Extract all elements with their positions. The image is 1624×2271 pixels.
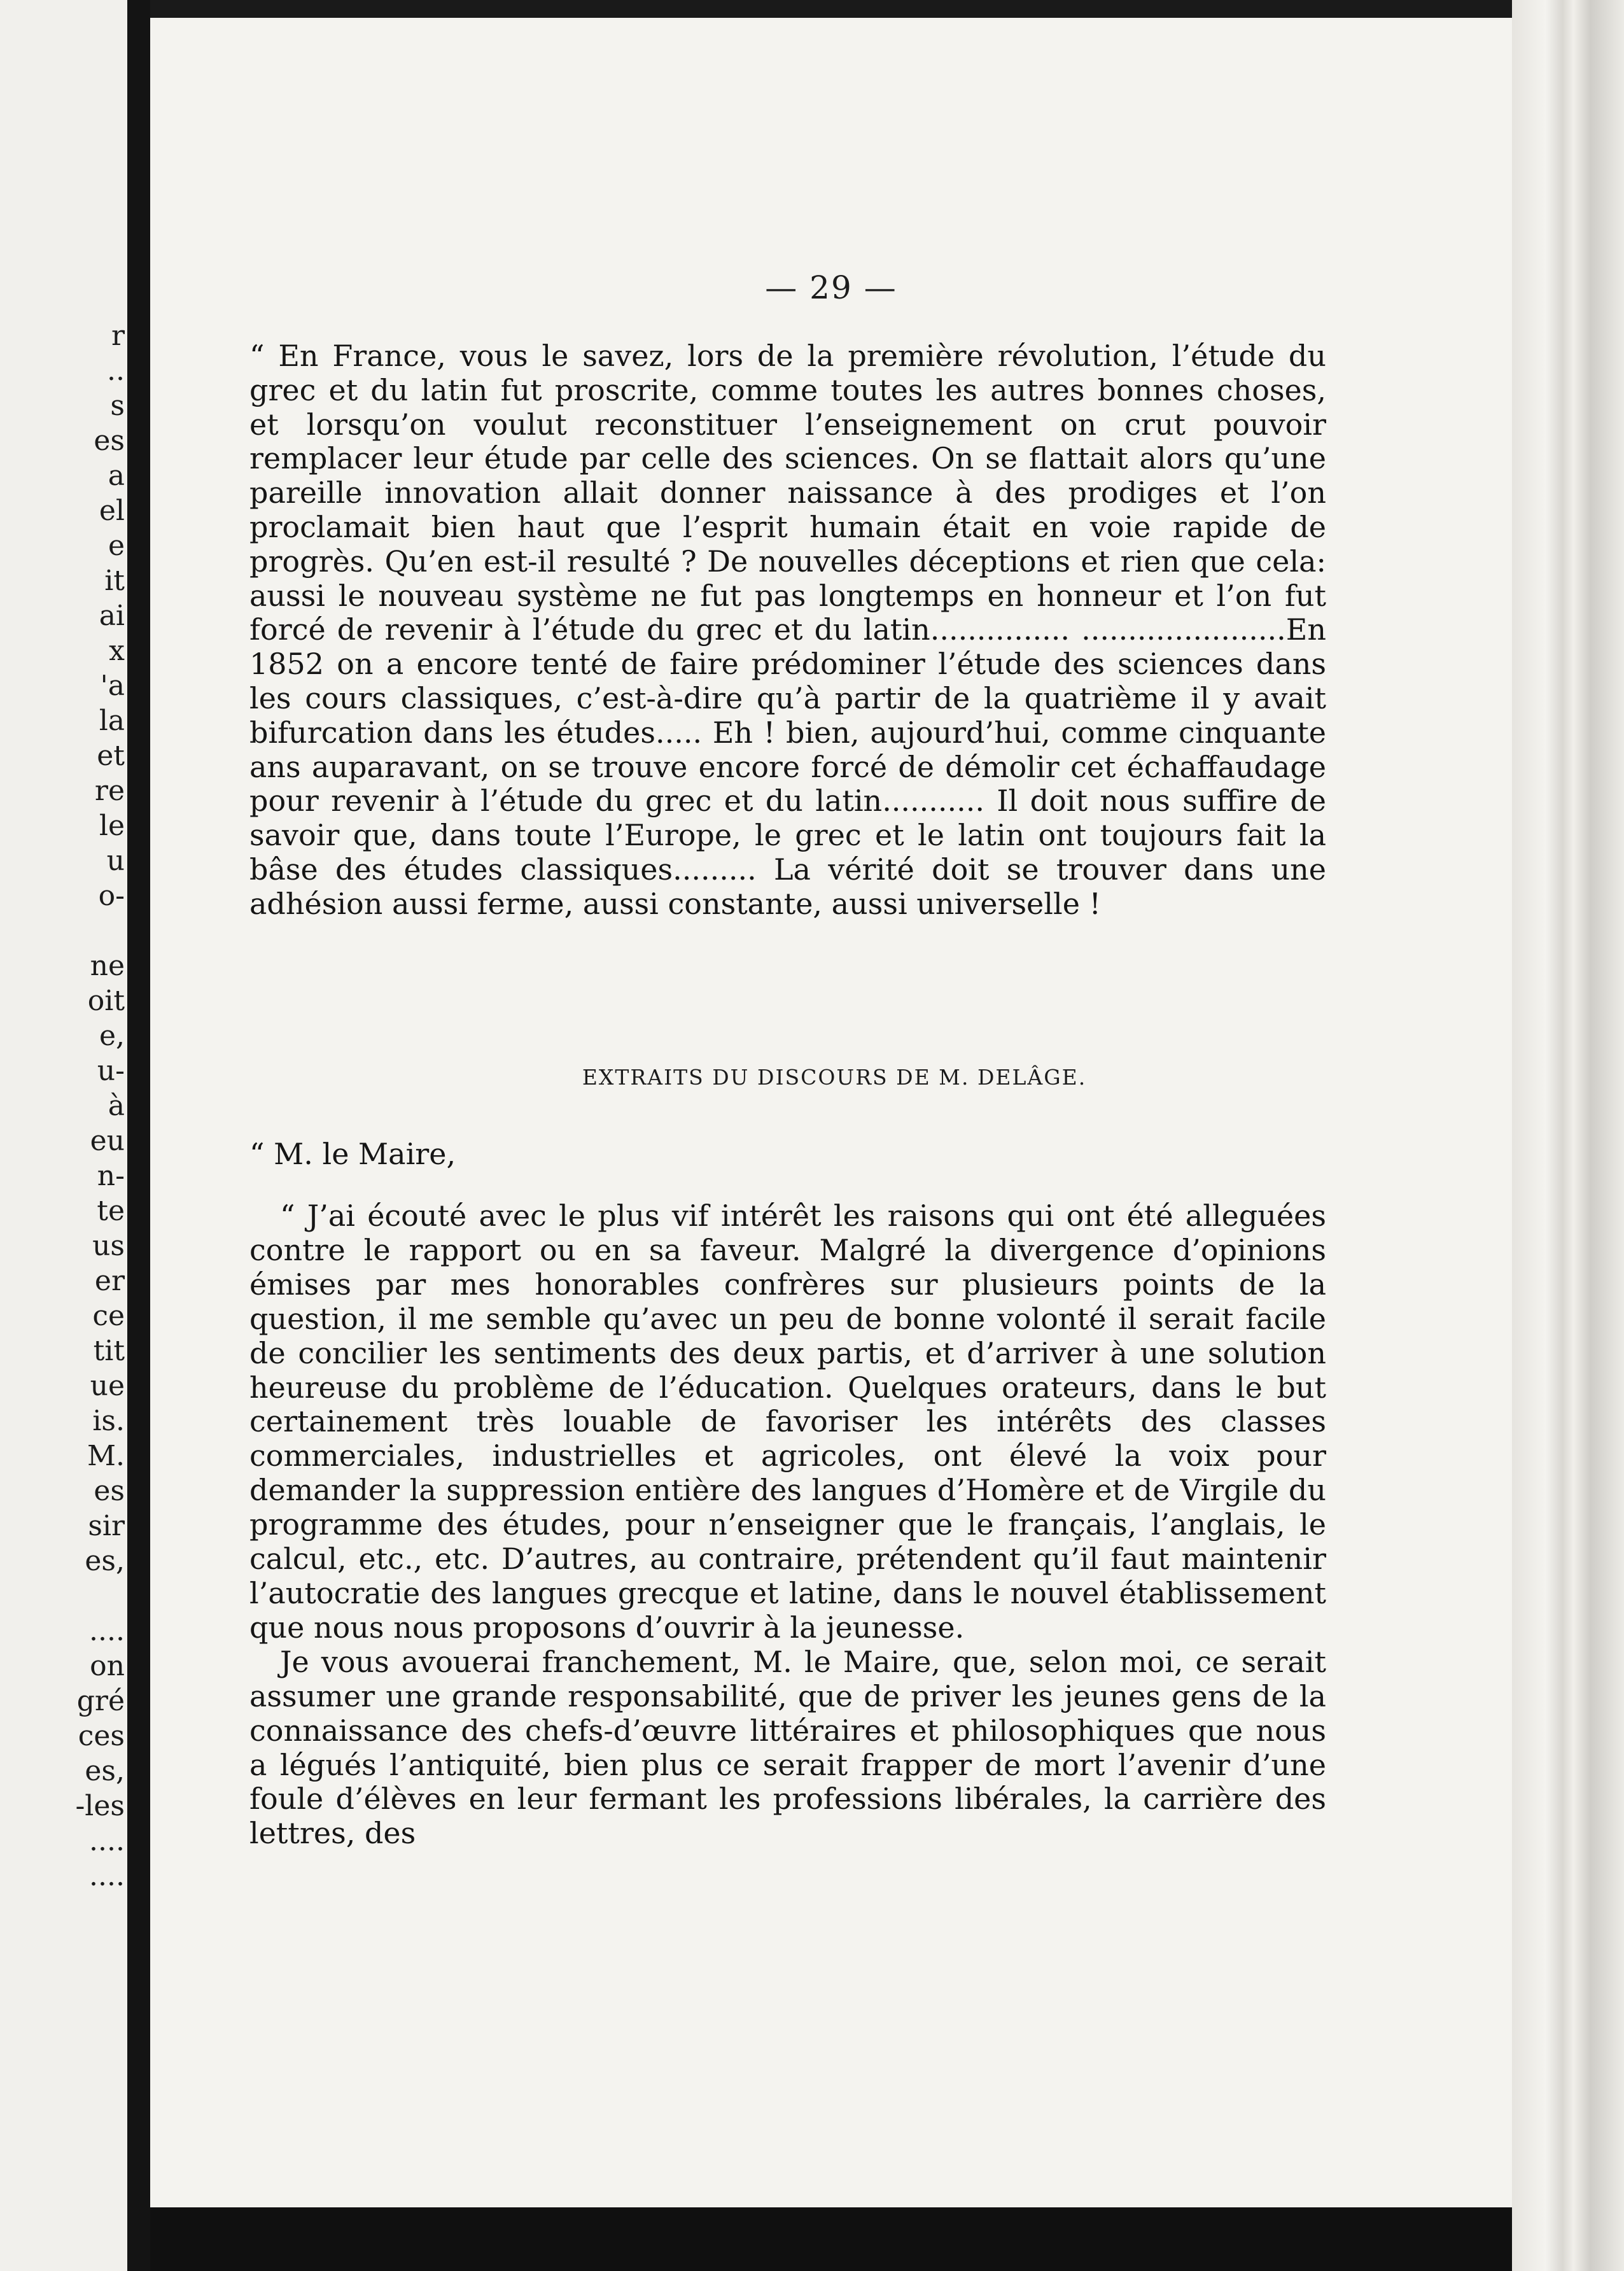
left-facing-page xyxy=(0,0,127,2271)
bottom-shadow xyxy=(150,2207,1512,2271)
left-fragment-line: a xyxy=(108,460,125,492)
paragraph-third: Je vous avouerai franchement, M. le Maire, que, selon moi, ce serait assumer une grande responsabilité, que de priver les jeunes gens de la connaissance des chefs-d’œuvre littéraires et philosophiques que nous a légués l’antiquité, bien plus ce serait frapper de mort l’avenir d’une foule d’élèves en leur fermant les professions libérales, la carrière des lettres, des xyxy=(249,1644,1326,1851)
left-fragment-line: .... xyxy=(89,1615,125,1647)
left-fragment-line: el xyxy=(99,495,125,527)
left-fragment-line: .. xyxy=(107,355,125,387)
paragraph-second: “ J’ai écouté avec le plus vif intérêt les raisons qui ont été alleguées contre le rapport ou en sa faveur. Malgré la divergence d’opinions émises par mes honorables confrères sur plusieurs points de la question, il me semble qu’avec un peu de bonne volonté il serait facile de concilier les sentiments des deux partis, et d’arriver à une solution heureuse du problème de l’éducation. Quelques orateurs, dans le but certainement très louable de favoriser les intérêts des classes commerciales, industrielles et agricoles, ont élevé la voix pour demander la suppression entière des langues d’Homère et de Virgile du programme des études, pour n’enseigner que le français, l’anglais, le calcul, etc., etc. D’autres, au contraire, prétendent qu’il faut maintenir l’autocratie des langues grecque et latine, dans le nouvel établissement que nous nous proposons d’ouvrir à la jeunesse. xyxy=(249,1199,1326,1645)
left-fragment-line: ne xyxy=(90,950,125,982)
left-fragment-line: -les xyxy=(75,1790,125,1822)
left-fragment-line: is. xyxy=(92,1405,125,1437)
left-fragment-line: e, xyxy=(99,1020,125,1052)
left-fragment-line: es xyxy=(94,1475,125,1507)
left-fragment-line: te xyxy=(97,1195,125,1227)
left-fragment-line: n- xyxy=(97,1160,125,1192)
left-fragment-line: o- xyxy=(98,880,125,912)
left-fragment-line: oit xyxy=(87,985,125,1017)
left-fragment-line: gré xyxy=(76,1685,125,1717)
left-fragment-line: es, xyxy=(85,1755,125,1787)
left-fragment-line: es, xyxy=(85,1545,125,1577)
left-fragment-line: ai xyxy=(99,600,125,632)
left-fragment-line: x xyxy=(109,635,125,667)
left-fragment-line: es xyxy=(94,425,125,457)
section-heading: EXTRAITS DU DISCOURS DE M. DELÂGE. xyxy=(582,1065,1087,1090)
left-fragment-line: u xyxy=(106,845,125,877)
left-fragment-line: ces xyxy=(78,1720,125,1752)
left-fragment-line xyxy=(6,1578,125,1614)
salutation: “ M. le Maire, xyxy=(249,1137,456,1171)
main-page xyxy=(150,18,1512,2207)
paragraph-first: “ En France, vous le savez, lors de la première révolution, l’étude du grec et du latin fut proscrite, comme toutes les autres bonnes choses, et lorsqu’on voulut reconstituer l’enseignement on crut pouvoir remplacer leur étude par celle des sciences. On se flattait alors qu’une pareille innovation allait donner naissance à des prodiges et l’on proclamait bien haut que l’esprit humain était en voie rapide de progrès. Qu’en est-il resulté ? De nouvelles déceptions et rien que cela: aussi le nouveau système ne fut pas longtemps en honneur et l’on fut forcé de revenir à l’étude du grec et du latin............... ......................En 1852 on a encore tenté de faire prédominer l’étude des sciences dans les cours classiques, c’est-à-dire qu’à partir de la quatrième il y avait bifurcation dans les études..... Eh ! bien, aujourd’hui, comme cinquante ans auparavant, on se trouve encore forcé de démolir cet échaffaudage pour revenir à l’étude du grec et du latin........... Il doit nous suffire de savoir que, dans toute l’Europe, le grec et le latin ont toujours fait la bâse des études classiques......... La vérité doit se trouver dans une adhésion aussi ferme, aussi constante, aussi universelle ! xyxy=(249,339,1326,921)
left-fragment-line: et xyxy=(97,740,125,772)
book-gutter xyxy=(127,0,150,2271)
left-fragment-line: ce xyxy=(92,1300,125,1332)
right-page-edges xyxy=(1512,0,1624,2271)
quoted-passage xyxy=(249,339,1326,922)
left-fragment-line: sir xyxy=(88,1510,125,1542)
left-fragment-line: ue xyxy=(90,1370,125,1402)
left-fragment-line: M. xyxy=(87,1440,125,1472)
left-fragment-line: us xyxy=(92,1230,125,1262)
left-fragment-line: r xyxy=(111,320,125,352)
left-fragment-line: le xyxy=(99,810,125,842)
left-fragment-line xyxy=(6,913,125,948)
left-fragment-line: er xyxy=(94,1265,125,1297)
left-fragment-line: 'a xyxy=(100,670,125,702)
left-fragment-line: la xyxy=(99,705,125,737)
left-fragment-line: re xyxy=(94,775,125,807)
speech-passage xyxy=(249,1199,1326,1851)
left-page-text-fragments xyxy=(6,318,127,1894)
left-fragment-line: s xyxy=(110,390,125,422)
left-fragment-line: u- xyxy=(97,1055,125,1087)
left-fragment-line: .... xyxy=(89,1860,125,1892)
left-fragment-line: .... xyxy=(89,1825,125,1857)
left-fragment-line: tit xyxy=(93,1335,125,1367)
page-number: — 29 — xyxy=(765,269,897,306)
left-fragment-line: eu xyxy=(90,1125,125,1157)
left-fragment-line: e xyxy=(108,530,125,562)
left-fragment-line: on xyxy=(90,1650,125,1682)
left-fragment-line: à xyxy=(108,1090,125,1122)
left-fragment-line: it xyxy=(104,565,125,597)
